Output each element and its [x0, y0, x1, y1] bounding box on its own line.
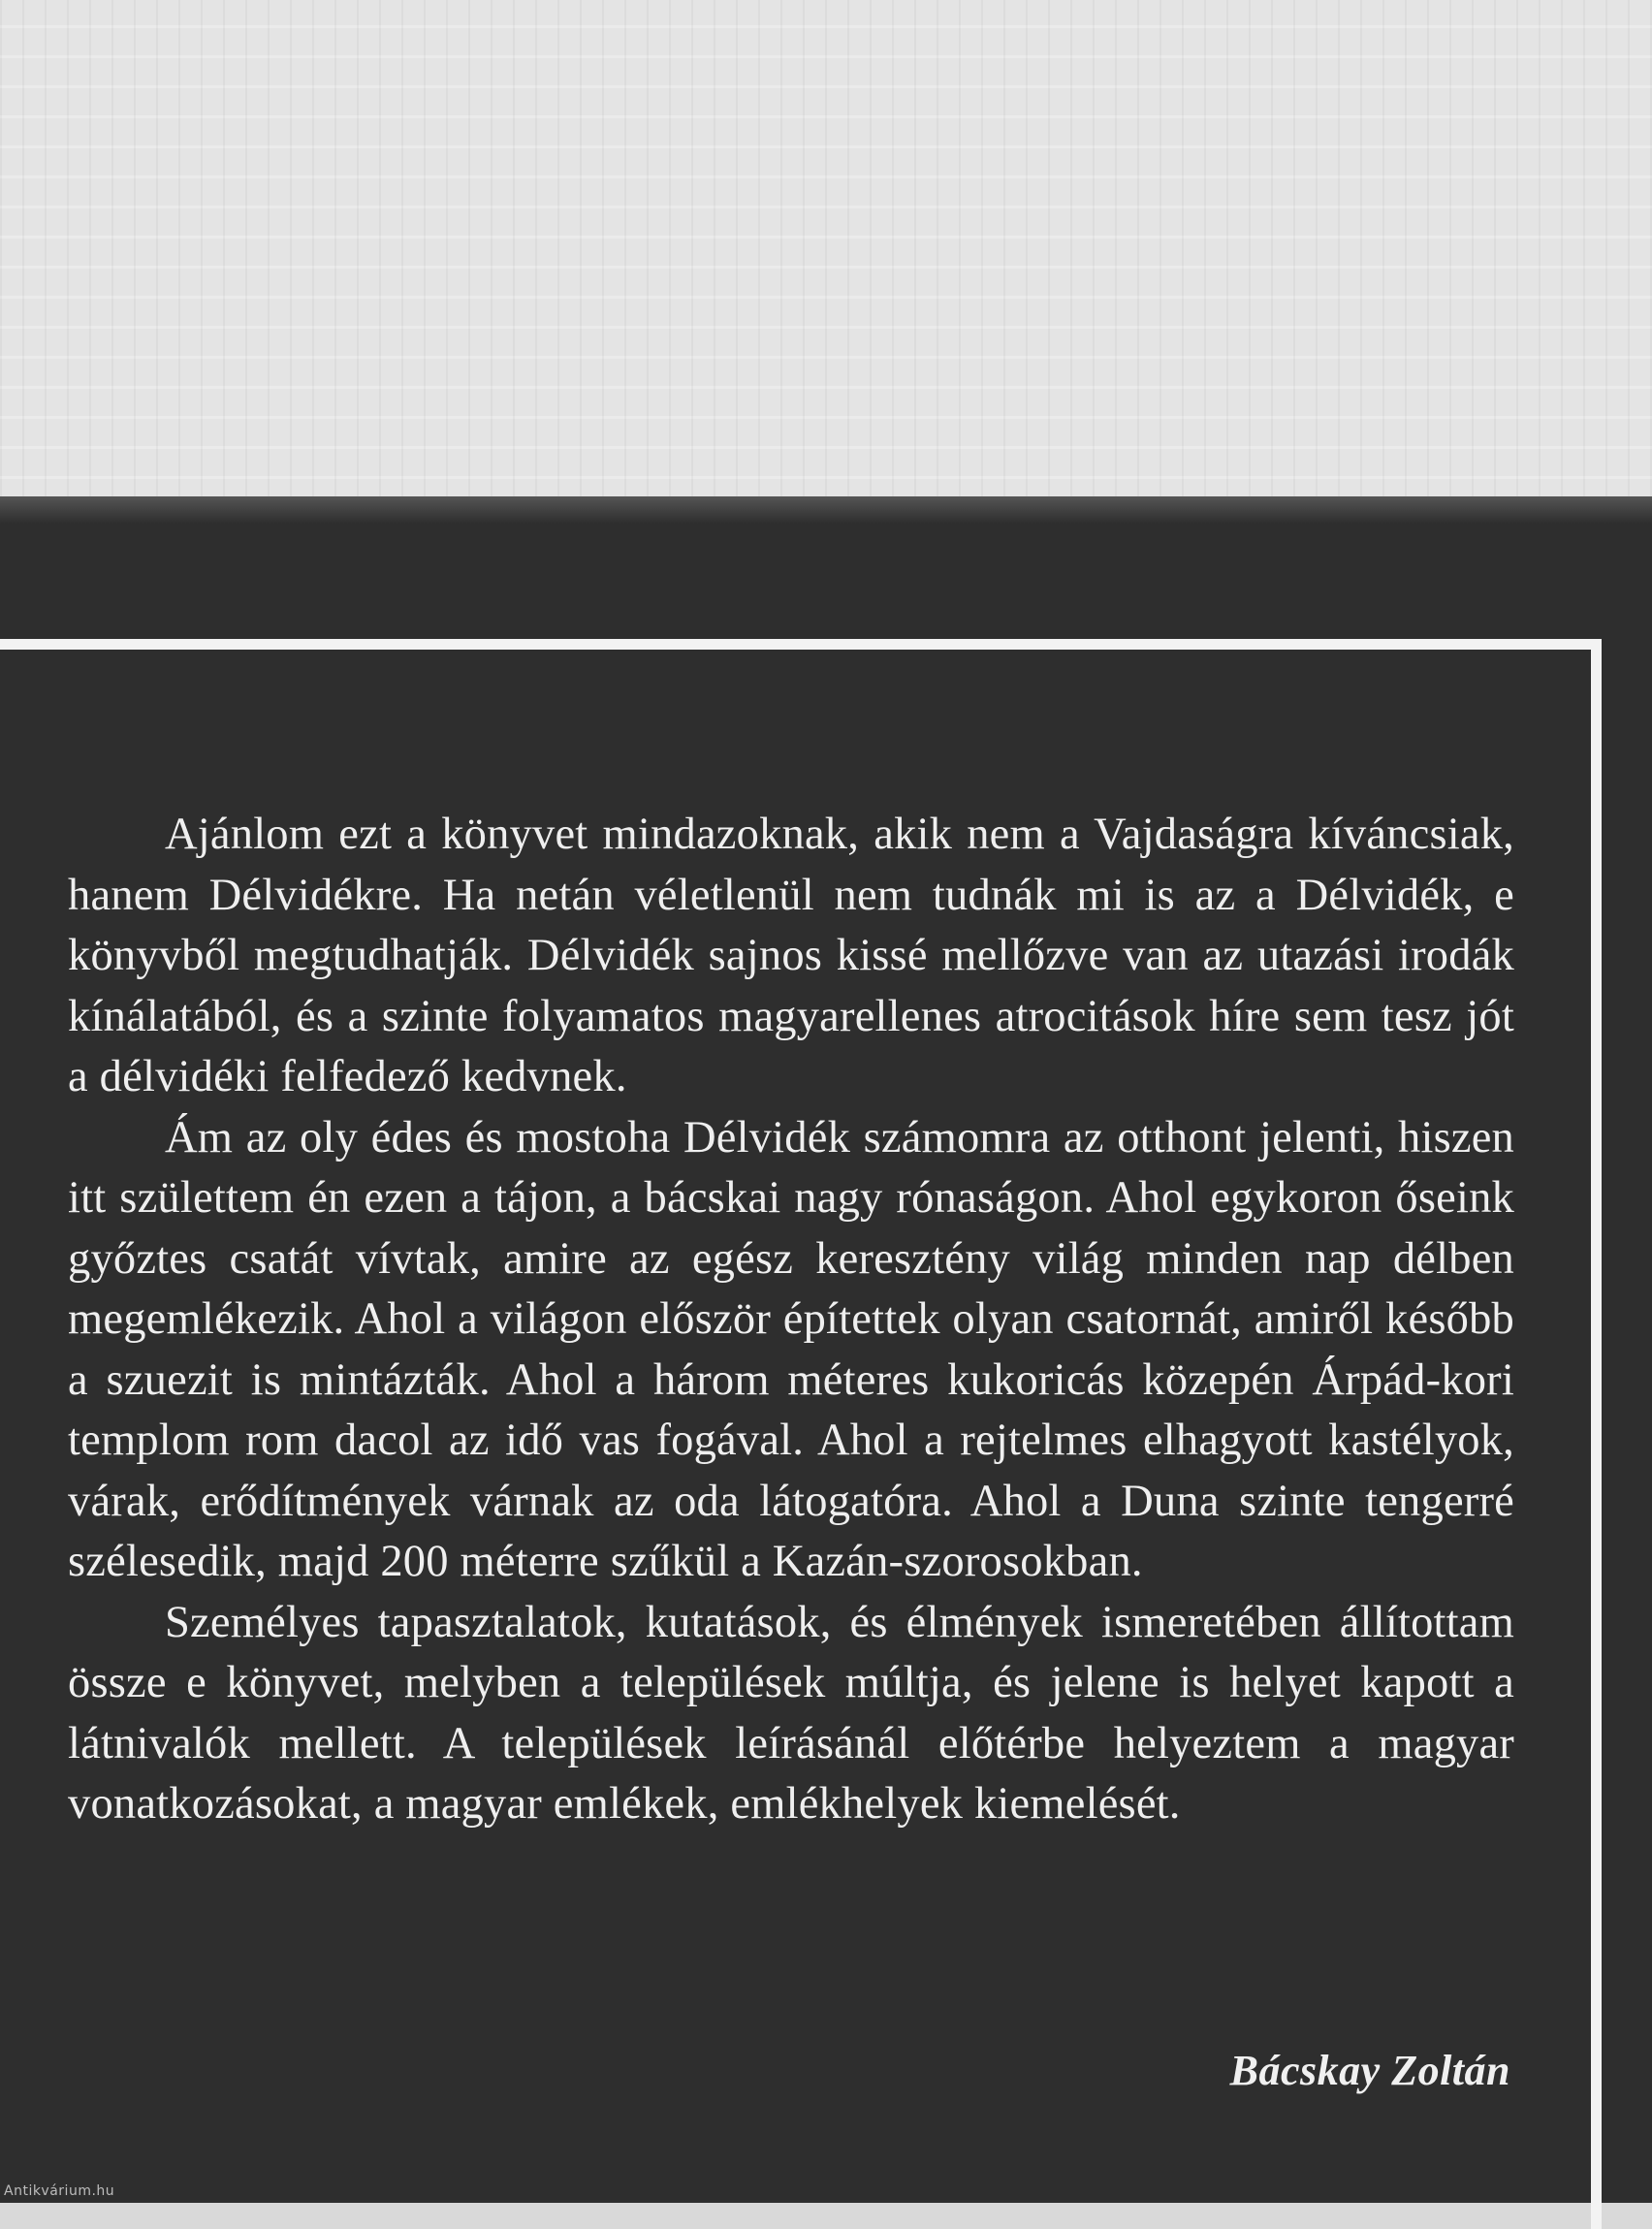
- paragraph-2: Ám az oly édes és mostoha Délvidék számomra az otthont jelenti, hiszen itt születtem én ezen a tájon, a bácskai nagy rónaságon. Ahol egykoron őseink győztes csatát vívtak, amire az egész keresztény világ minden nap délben megemlékezik. Ahol a világon először építettek olyan csatornát, amiről később a szuezit is mintázták. Ahol a három méteres kukoricás közepén Árpád-kori templom rom dacol az idő vas fogával. Ahol a rejtelmes elhagyott kastélyok, várak, erődítmények várnak az oda látogatóra. Ahol a Duna szinte tengerré szélesedik, majd 200 méterre szűkül a Kazán-szorosokban.: [68, 1112, 1514, 1586]
- background-paper: [0, 0, 1652, 509]
- paragraph-3: Személyes tapasztalatok, kutatások, és élmények ismeretében állítottam össze e könyvet, melyben a települések múltja, és jelene is helyet kapott a látnivalók mellett. A települések leírásánál előtérbe helyeztem a magyar vonatkozásokat, a magyar emlékek, emlékhelyek kiemelését.: [68, 1597, 1514, 1829]
- book-back-cover: [0, 496, 1652, 2203]
- watermark: Antikvárium.hu: [4, 2183, 115, 2199]
- author-signature: Bácskay Zoltán: [1229, 2047, 1510, 2094]
- blurb-text: [68, 805, 1514, 1835]
- paragraph-1: Ajánlom ezt a könyvet mindazoknak, akik nem a Vajdaságra kíváncsiak, hanem Délvidékre. Ha netán véletlenül nem tudnák mi is az a Délvidék, e könyvből megtudhatják. Délvidék sajnos kissé mellőzve van az utazási irodák kínálatából, és a szinte folyamatos magyarellenes atrocitások híre sem tesz jót a délvidéki felfedező kedvnek.: [68, 810, 1514, 1101]
